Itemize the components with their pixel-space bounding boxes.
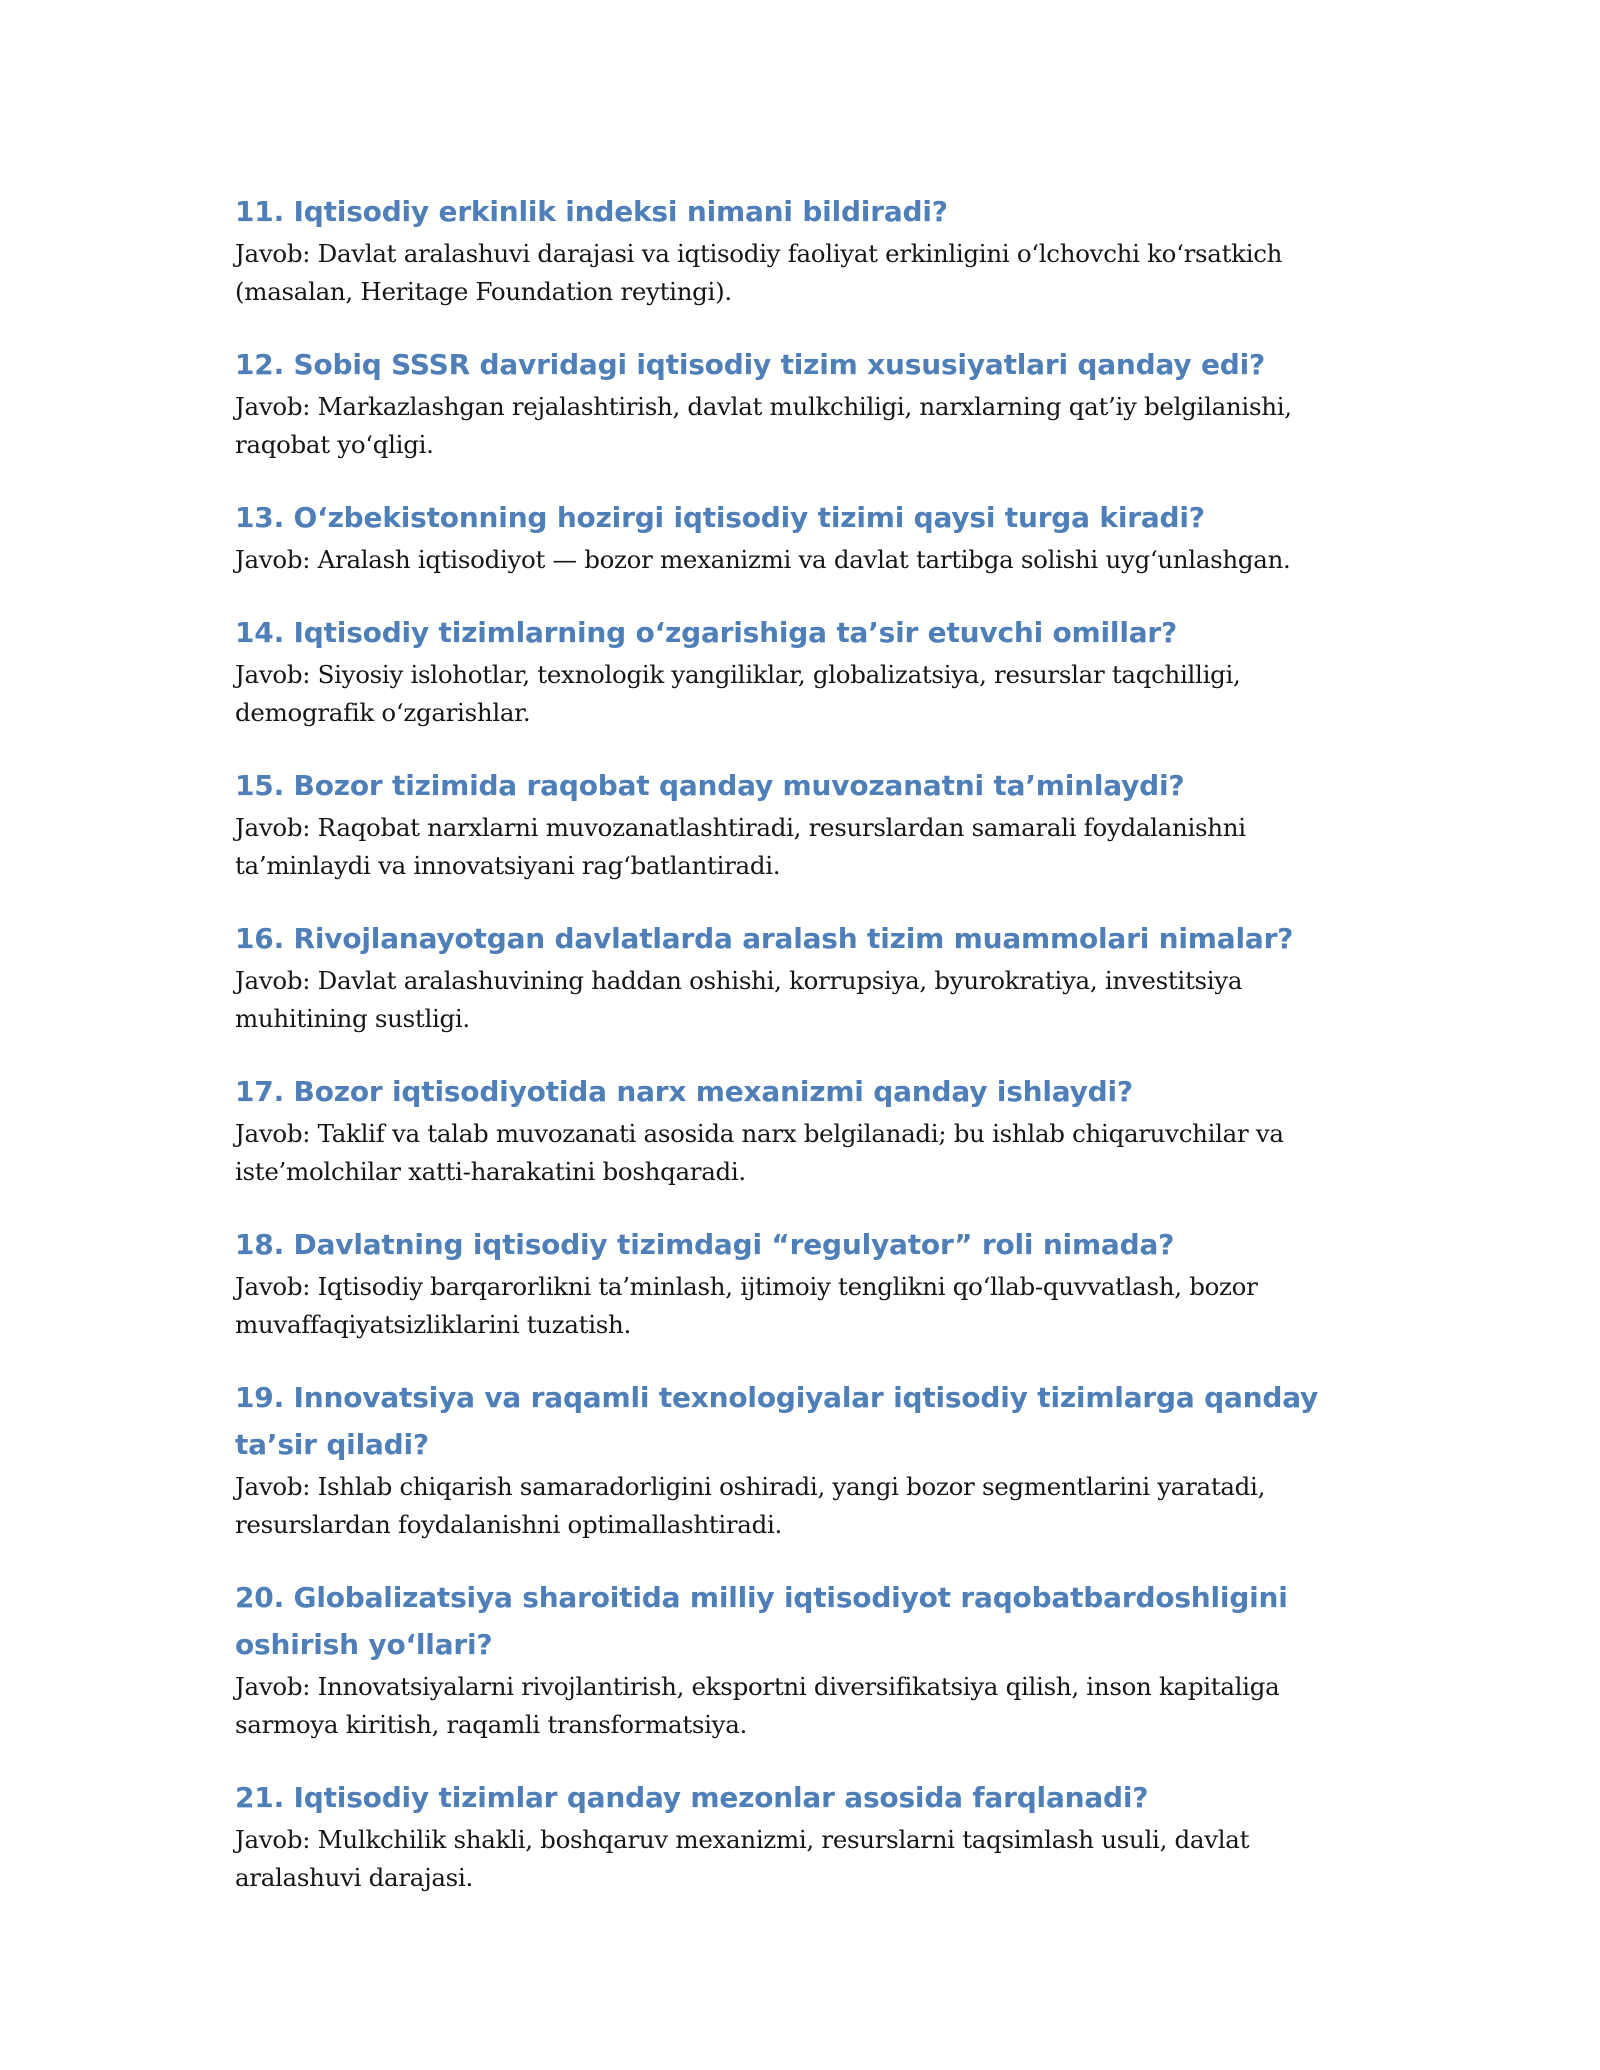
question-heading: 19. Innovatsiya va raqamli texnologiyalar iqtisodiy tizimlarga qanday ta’sir qiladi? [235,1381,1319,1461]
qa-item-11 [235,188,1365,311]
qa-item-19 [235,1374,1365,1544]
question-heading: 14. Iqtisodiy tizimlarning o‘zgarishiga ta’sir etuvchi omillar? [235,616,1178,649]
qa-item-14 [235,609,1365,732]
question-heading: 18. Davlatning iqtisodiy tizimdagi “regulyator” roli nimada? [235,1228,1175,1261]
answer-text: Javob: Innovatsiyalarni rivojlantirish, eksportni diversifikatsiya qilish, inson kapitaliga sarmoya kiritish, raqamli transformatsiya. [235,1672,1280,1739]
qa-item-12 [235,341,1365,464]
answer-text: Javob: Aralash iqtisodiyot — bozor mexanizmi va davlat tartibga solishi uyg‘unlashgan. [235,545,1291,574]
answer-text: Javob: Taklif va talab muvozanati asosida narx belgilanadi; bu ishlab chiqaruvchilar va iste’molchilar xatti-harakatini boshqaradi. [235,1119,1284,1186]
question-heading: 16. Rivojlanayotgan davlatlarda aralash tizim muammolari nimalar? [235,922,1294,955]
qa-item-18 [235,1221,1365,1344]
qa-item-20 [235,1574,1365,1744]
question-heading: 21. Iqtisodiy tizimlar qanday mezonlar asosida farqlanadi? [235,1781,1149,1814]
question-heading: 11. Iqtisodiy erkinlik indeksi nimani bildiradi? [235,195,948,228]
answer-text: Javob: Ishlab chiqarish samaradorligini oshiradi, yangi bozor segmentlarini yaratadi, resurslardan foydalanishni optimallashtiradi. [235,1472,1266,1539]
question-heading: 13. O‘zbekistonning hozirgi iqtisodiy tizimi qaysi turga kiradi? [235,501,1205,534]
qa-item-21 [235,1774,1365,1897]
question-heading: 15. Bozor tizimida raqobat qanday muvozanatni ta’minlaydi? [235,769,1185,802]
answer-text: Javob: Markazlashgan rejalashtirish, davlat mulkchiligi, narxlarning qat’iy belgilanishi, raqobat yo‘qligi. [235,392,1292,459]
qa-item-15 [235,762,1365,885]
answer-text: Javob: Raqobat narxlarni muvozanatlashtiradi, resurslardan samarali foydalanishni ta’minlaydi va innovatsiyani rag‘batlantiradi. [235,813,1246,880]
answer-text: Javob: Davlat aralashuvi darajasi va iqtisodiy faoliyat erkinligini o‘lchovchi ko‘rsatkich (masalan, Heritage Foundation reytingi). [235,239,1283,306]
qa-item-13 [235,494,1365,579]
qa-item-17 [235,1068,1365,1191]
question-heading: 17. Bozor iqtisodiyotida narx mexanizmi qanday ishlaydi? [235,1075,1133,1108]
qa-item-16 [235,915,1365,1038]
question-heading: 12. Sobiq SSSR davridagi iqtisodiy tizim xususiyatlari qanday edi? [235,348,1266,381]
question-heading: 20. Globalizatsiya sharoitida milliy iqtisodiyot raqobatbardoshligini oshirish yo‘llari? [235,1581,1288,1661]
answer-text: Javob: Siyosiy islohotlar, texnologik yangiliklar, globalizatsiya, resurslar taqchilligi, demografik o‘zgarishlar. [235,660,1241,727]
qa-list [235,188,1365,1927]
answer-text: Javob: Davlat aralashuvining haddan oshishi, korrupsiya, byurokratiya, investitsiya muhitining sustligi. [235,966,1243,1033]
answer-text: Javob: Iqtisodiy barqarorlikni ta’minlash, ijtimoiy tenglikni qo‘llab-quvvatlash, bozor muvaffaqiyatsizliklarini tuzatish. [235,1272,1258,1339]
answer-text: Javob: Mulkchilik shakli, boshqaruv mexanizmi, resurslarni taqsimlash usuli, davlat aralashuvi darajasi. [235,1825,1250,1892]
